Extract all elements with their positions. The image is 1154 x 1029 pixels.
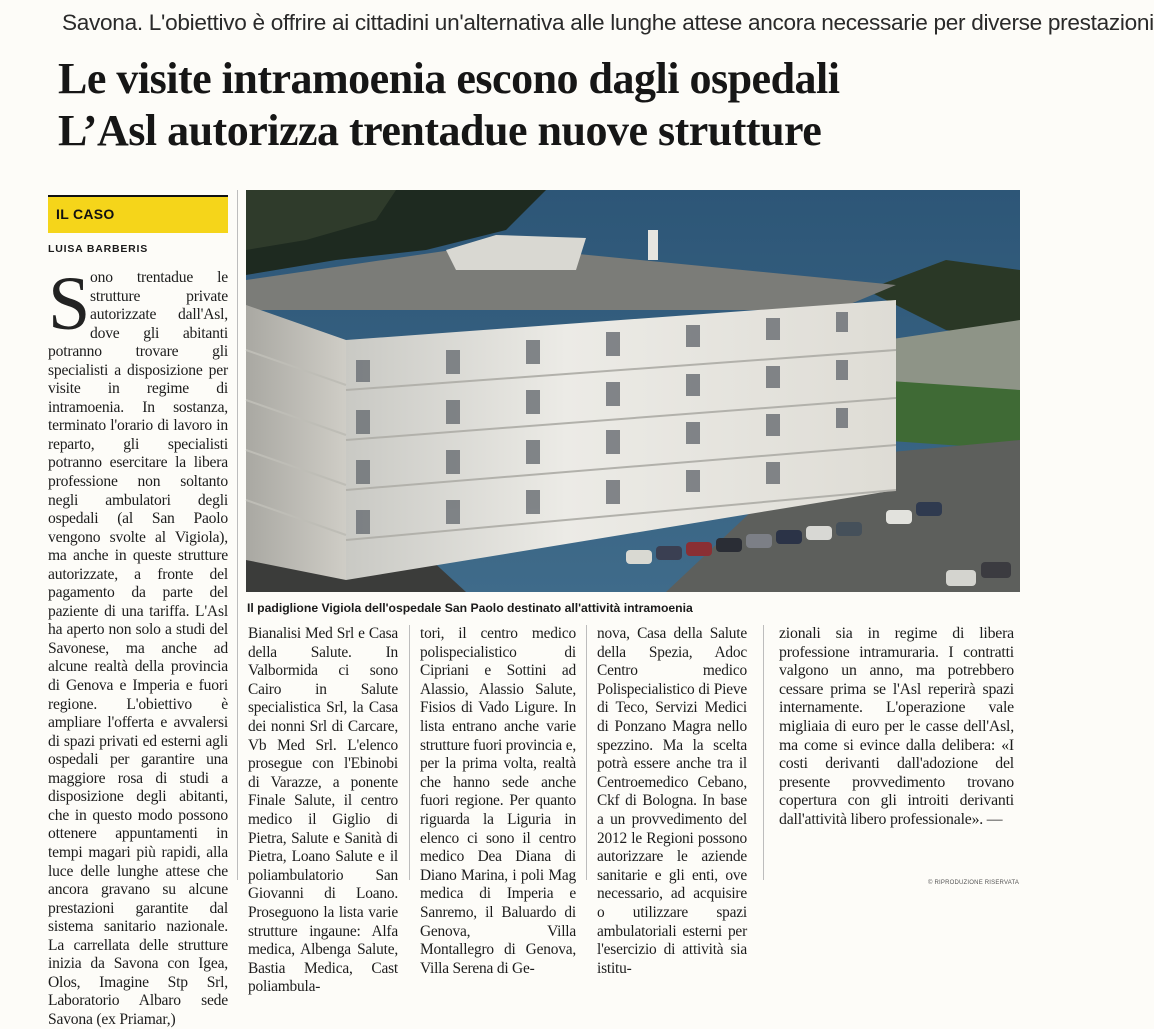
section-tag-label: IL CASO [56, 206, 115, 222]
hospital-building-image [246, 190, 1020, 592]
copyright-notice: © RIPRODUZIONE RISERVATA [928, 880, 1020, 886]
headline-line-1: Le visite intramoenia escono dagli ospedali [58, 54, 840, 103]
article-column-4: nova, Casa della Salute della Spezia, Adoc Centro medico Polispecialistico di Pieve di Teco, Servizi Medici di Ponzano Magra nello spezzino. Ma la scelta potrà essere anche tra il Centroemedico Cebano, Ckf di Bologna. In base a un provvedimento del 2012 le Regioni possono autorizzare le aziende sanitarie e gli enti, ove necessario, ad acquisire o utilizzare spazi ambulatoriali esterni per l'esercizio di attività sia istitu- [597, 625, 747, 977]
column-divider [409, 625, 410, 880]
byline: LUISA BARBERIS [48, 243, 149, 255]
photo-caption: Il padiglione Vigiola dell'ospedale San Paolo destinato all'attività intramoenia [247, 601, 693, 615]
article-text-col1: ono trentadue le strutture private autorizzate dall'Asl, dove gli abitanti potranno trovare gli specialisti a disposizione per visite in regime di intramoenia. In sostanza, terminato l'orario di lavoro in reparto, gli specialisti potranno esercitare la libera professione non soltanto negli ambulatori degli ospedali (al San Paolo vengono svolte al Vigiola), ma anche in queste strutture autorizzate, a fronte del pagamento da parte del paziente di una tariffa. L'Asl ha aperto non solo a studi del Savonese, ma anche ad alcune realtà della provincia di Genova e Imperia e fuori regione. L'obiettivo è ampliare l'offerta e avvalersi di spazi privati ed esterni agli ospedali per garantire una maggiore rosa di studi a disposizione degli abitanti, che in questo modo possono ottenere appuntamenti in tempi magari più rapidi, alla luce delle lunghe attese che ancora gravano su alcune prestazioni garantite dal sistema sanitario nazionale. La carrellata delle strutture inizia da Savona con Igea, Olos, Imagine Stp Srl, Laboratorio Albaro sede Savona (ex Priamar,) [48, 269, 228, 1028]
column-divider [763, 625, 764, 880]
section-tag [48, 195, 228, 233]
drop-cap: S [48, 262, 91, 346]
article-column-2: Bianalisi Med Srl e Casa della Salute. In Valbormida ci sono Cairo in Salute specialistica Srl, la Casa dei nonni Srl di Carcare, Vb Med Srl. L'elenco prosegue con l'Ebinobi di Varazze, a ponente Finale Salute, il centro medico il Giglio di Pietra, Salute e Sanità di Pietra, Loano Salute e il poliambulatorio San Giovanni di Loano. Proseguono la lista varie strutture ingaune: Alfa medica, Albenga Salute, Bastia Medica, Cast poliambula- [248, 625, 398, 996]
article-column-5: zionali sia in regime di libera professione intramuraria. I contratti valgono un anno, ma potrebbero cessare prima se l'Asl reperirà spazi internamente. L'operazione vale migliaia di euro per le casse dell'Asl, ma come si evince dalla delibera: «I costi derivanti dall'adozione del presente provvedimento trovano copertura con gli introiti derivanti dall'attività libero professionale». — [779, 625, 1014, 828]
hospital-photo [246, 190, 1020, 592]
article-column-3: tori, il centro medico polispecialistico di Cipriani e Sottini ad Alassio, Alassio Salute, Fisios di Vado Ligure. In lista entrano anche varie strutture fuori provincia e, per la prima volta, realtà che hanno sede anche fuori regione. Per quanto riguarda la Liguria in elenco ci sono il centro medico Dea Diana di Diano Marina, i poli Mag medica di Imperia e Sanremo, il Baluardo di Genova, Villa Montallegro di Genova, Villa Serena di Ge- [420, 625, 576, 977]
headline-line-2: L’Asl autorizza trentadue nuove strutture [58, 106, 822, 155]
column-divider [586, 625, 587, 880]
kicker: Savona. L'obiettivo è offrire ai cittadini un'alternativa alle lunghe attese ancora necessarie per diverse prestazioni [62, 10, 1154, 35]
column-divider [237, 190, 238, 880]
article-column-1 [48, 262, 228, 1028]
